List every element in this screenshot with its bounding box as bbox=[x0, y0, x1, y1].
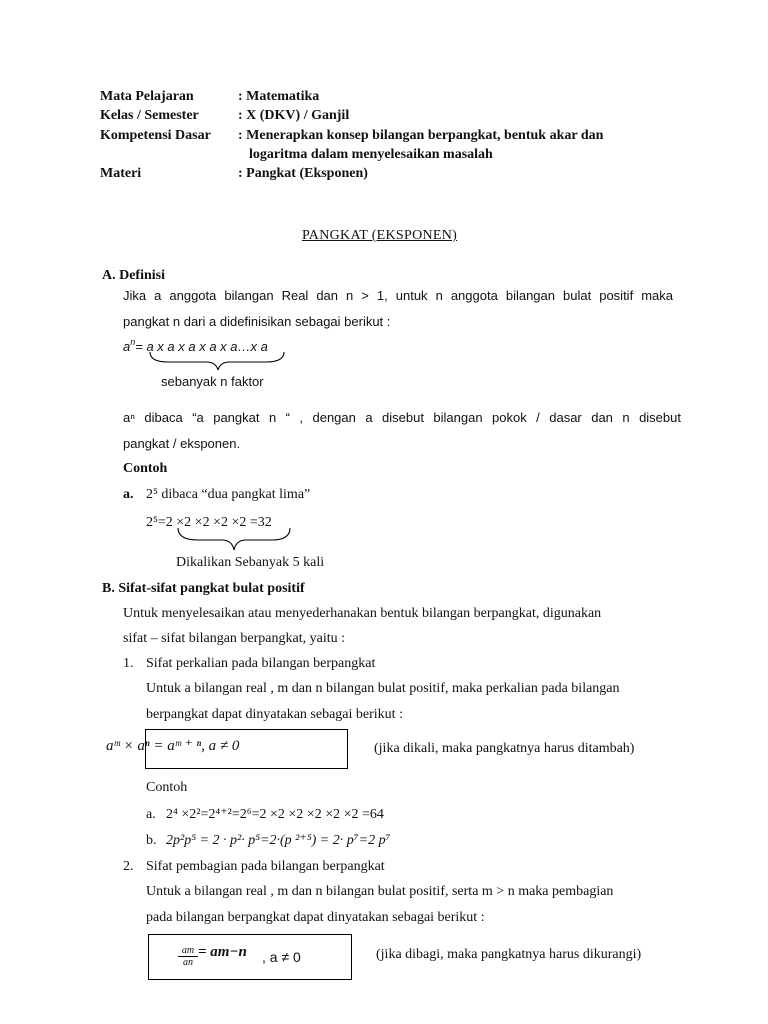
item-1-number: 1. bbox=[123, 656, 134, 671]
rule-2-denominator: an bbox=[183, 957, 193, 968]
read-line-2: pangkat / eksponen. bbox=[123, 436, 241, 451]
example-a-formula: 2⁵=2 ×2 ×2 ×2 ×2 =32 bbox=[146, 515, 272, 530]
header-label-1: Mata Pelajaran bbox=[100, 89, 194, 104]
multiply-brace-label: Dikalikan Sebanyak 5 kali bbox=[176, 555, 325, 570]
item-2-line-1: Untuk a bilangan real , m dan n bilangan bulat positif, serta m > n maka pembagian bbox=[146, 884, 614, 899]
rule-2-condition: , a ≠ 0 bbox=[262, 949, 301, 965]
item-2-line-2: pada bilangan berpangkat dapat dinyatakan sebagai berikut : bbox=[146, 910, 485, 925]
read-line-1: aⁿ dibaca “a pangkat n “ , dengan a disebut bilangan pokok / dasar dan n disebut bbox=[123, 410, 681, 425]
contoh-a-label: Contoh bbox=[123, 461, 168, 476]
section-b-intro-1: Untuk menyelesaikan atau menyederhanakan bentuk bilangan berpangkat, digunakan bbox=[123, 606, 602, 621]
example-b-b-letter: b. bbox=[146, 833, 157, 848]
header-label-5: Materi bbox=[100, 166, 142, 181]
header-value-5: : Pangkat (Eksponen) bbox=[238, 166, 368, 181]
example-a-letter: a. bbox=[123, 487, 134, 502]
item-1-line-2: berpangkat dapat dinyatakan sebagai berikut : bbox=[146, 707, 403, 722]
page-title: PANGKAT (EKSPONEN) bbox=[302, 228, 458, 243]
rule-1-formula: aᵐ × aⁿ = aᵐ ⁺ ⁿ, a ≠ 0 bbox=[106, 738, 240, 754]
formula-expansion: = a x a x a x a x a…x a bbox=[135, 339, 268, 354]
definition-line-2: pangkat n dari a didefinisikan sebagai berikut : bbox=[123, 314, 391, 329]
item-1-title: Sifat perkalian pada bilangan berpangkat bbox=[146, 656, 376, 671]
item-2-number: 2. bbox=[123, 859, 134, 874]
header-label-2: Kelas / Semester bbox=[100, 108, 199, 123]
example-a-text: 2⁵ dibaca “dua pangkat lima” bbox=[146, 487, 311, 502]
item-2-title: Sifat pembagian pada bilangan berpangkat bbox=[146, 859, 385, 874]
contoh-b-label: Contoh bbox=[146, 780, 188, 795]
example-b-a-formula: 2⁴ ×2²=2⁴⁺²=2⁶=2 ×2 ×2 ×2 ×2 ×2 =64 bbox=[166, 807, 384, 822]
header-value-2: : X (DKV) / Ganjil bbox=[238, 108, 350, 123]
formula-base: a bbox=[123, 339, 131, 354]
example-b-a-letter: a. bbox=[146, 807, 156, 822]
rule-2-note: (jika dibagi, maka pangkatnya harus dikurangi) bbox=[376, 947, 642, 962]
section-b-intro-2: sifat – sifat bilangan berpangkat, yaitu : bbox=[123, 631, 345, 646]
section-b-heading: B. Sifat-sifat pangkat bulat positif bbox=[102, 581, 305, 596]
rule-2-result: = am−n bbox=[198, 944, 247, 960]
rule-1-note: (jika dikali, maka pangkatnya harus ditambah) bbox=[374, 741, 635, 756]
factor-brace-label: sebanyak n faktor bbox=[161, 374, 264, 389]
rule-2-fraction bbox=[178, 945, 198, 968]
section-a-heading: A. Definisi bbox=[102, 268, 165, 283]
header-value-1: : Matematika bbox=[238, 89, 320, 104]
item-1-line-1: Untuk a bilangan real , m dan n bilangan bulat positif, maka perkalian pada bilangan bbox=[146, 681, 620, 696]
header-value-4: logaritma dalam menyelesaikan masalah bbox=[249, 147, 493, 162]
definition-line-1: Jika a anggota bilangan Real dan n > 1, untuk n anggota bilangan bulat positif maka bbox=[123, 288, 673, 303]
rule-2-numerator: am bbox=[178, 945, 198, 957]
multiply-brace bbox=[178, 528, 290, 550]
factor-brace bbox=[150, 352, 284, 370]
formula-exponent: n bbox=[130, 337, 136, 347]
example-b-b-formula: 2p²p⁵ = 2 · p²· p⁵=2·(p ²⁺⁵) = 2· p⁷=2 p⁷ bbox=[166, 833, 391, 848]
header-value-3: : Menerapkan konsep bilangan berpangkat, bentuk akar dan bbox=[238, 128, 604, 143]
header-label-3: Kompetensi Dasar bbox=[100, 128, 211, 143]
